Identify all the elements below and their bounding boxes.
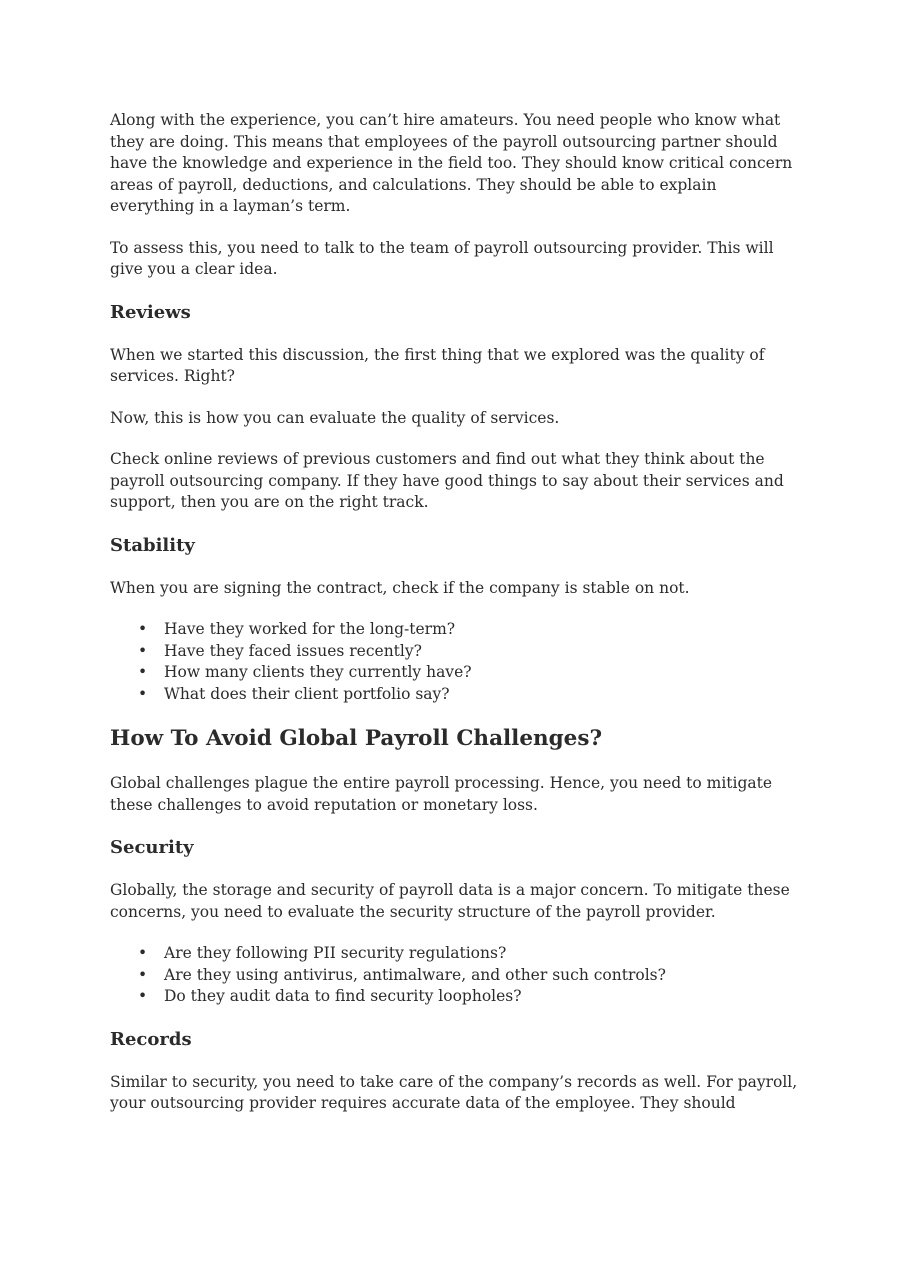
records-paragraph-1: Similar to security, you need to take care of the company’s records as well. For payroll, your outsourcing provider requires accurate data of the employee. They should (110, 1072, 798, 1112)
intro-paragraph-2: To assess this, you need to talk to the team of payroll outsourcing provider. This will give you a clear idea. (110, 238, 774, 278)
list-item (110, 684, 800, 706)
list-item (110, 641, 800, 663)
list-item-text: How many clients they currently have? (164, 663, 472, 681)
bullet-icon: • (138, 663, 148, 681)
list-item-text: Are they using antivirus, antimalware, and other such controls? (164, 965, 666, 984)
reviews-paragraph-1: When we started this discussion, the first thing that we explored was the quality of services. Right? (110, 345, 765, 385)
bullet-icon: • (138, 987, 148, 1005)
reviews-paragraph-2: Now, this is how you can evaluate the quality of services. (110, 408, 560, 427)
list-item (110, 943, 800, 965)
list-item-text: Have they worked for the long-term? (164, 620, 456, 638)
bullet-icon: • (138, 641, 148, 660)
bullet-icon: • (138, 684, 148, 703)
list-item-text: What does their client portfolio say? (164, 684, 450, 703)
stability-heading: Stability (110, 534, 195, 556)
list-item (110, 662, 800, 684)
bullet-icon: • (138, 620, 148, 638)
list-item-text: Do they audit data to find security loopholes? (164, 987, 522, 1005)
global-paragraph-1: Global challenges plague the entire payroll processing. Hence, you need to mitigate these challenges to avoid reputation or monetary loss. (110, 774, 773, 814)
security-paragraph-1: Globally, the storage and security of payroll data is a major concern. To mitigate these concerns, you need to evaluate the security structure of the payroll provider. (110, 881, 790, 921)
security-list (110, 943, 800, 1008)
global-challenges-heading: How To Avoid Global Payroll Challenges? (110, 726, 603, 751)
intro-paragraph-1: Along with the experience, you can’t hire amateurs. You need people who know what they are doing. This means that employees of the payroll outsourcing partner should have the knowledge and experience in the field too. They should know critical concern areas of payroll, deductions, and calculations. They should be able to explain everything in a layman’s term. (110, 111, 793, 215)
bullet-icon: • (138, 944, 148, 962)
list-item (110, 986, 800, 1008)
stability-list (110, 619, 800, 705)
list-item-text: Have they faced issues recently? (164, 641, 422, 660)
reviews-paragraph-3: Check online reviews of previous customers and find out what they think about the payroll outsourcing company. If they have good things to say about their services and support, then you are on the right track. (110, 450, 784, 511)
document-page (110, 110, 800, 1135)
bullet-icon: • (138, 965, 148, 984)
stability-paragraph-1: When you are signing the contract, check if the company is stable on not. (110, 578, 690, 597)
list-item (110, 619, 800, 641)
list-item (110, 965, 800, 987)
reviews-heading: Reviews (110, 301, 191, 323)
records-heading: Records (110, 1028, 192, 1050)
security-heading: Security (110, 837, 194, 858)
list-item-text: Are they following PII security regulations? (164, 944, 507, 962)
